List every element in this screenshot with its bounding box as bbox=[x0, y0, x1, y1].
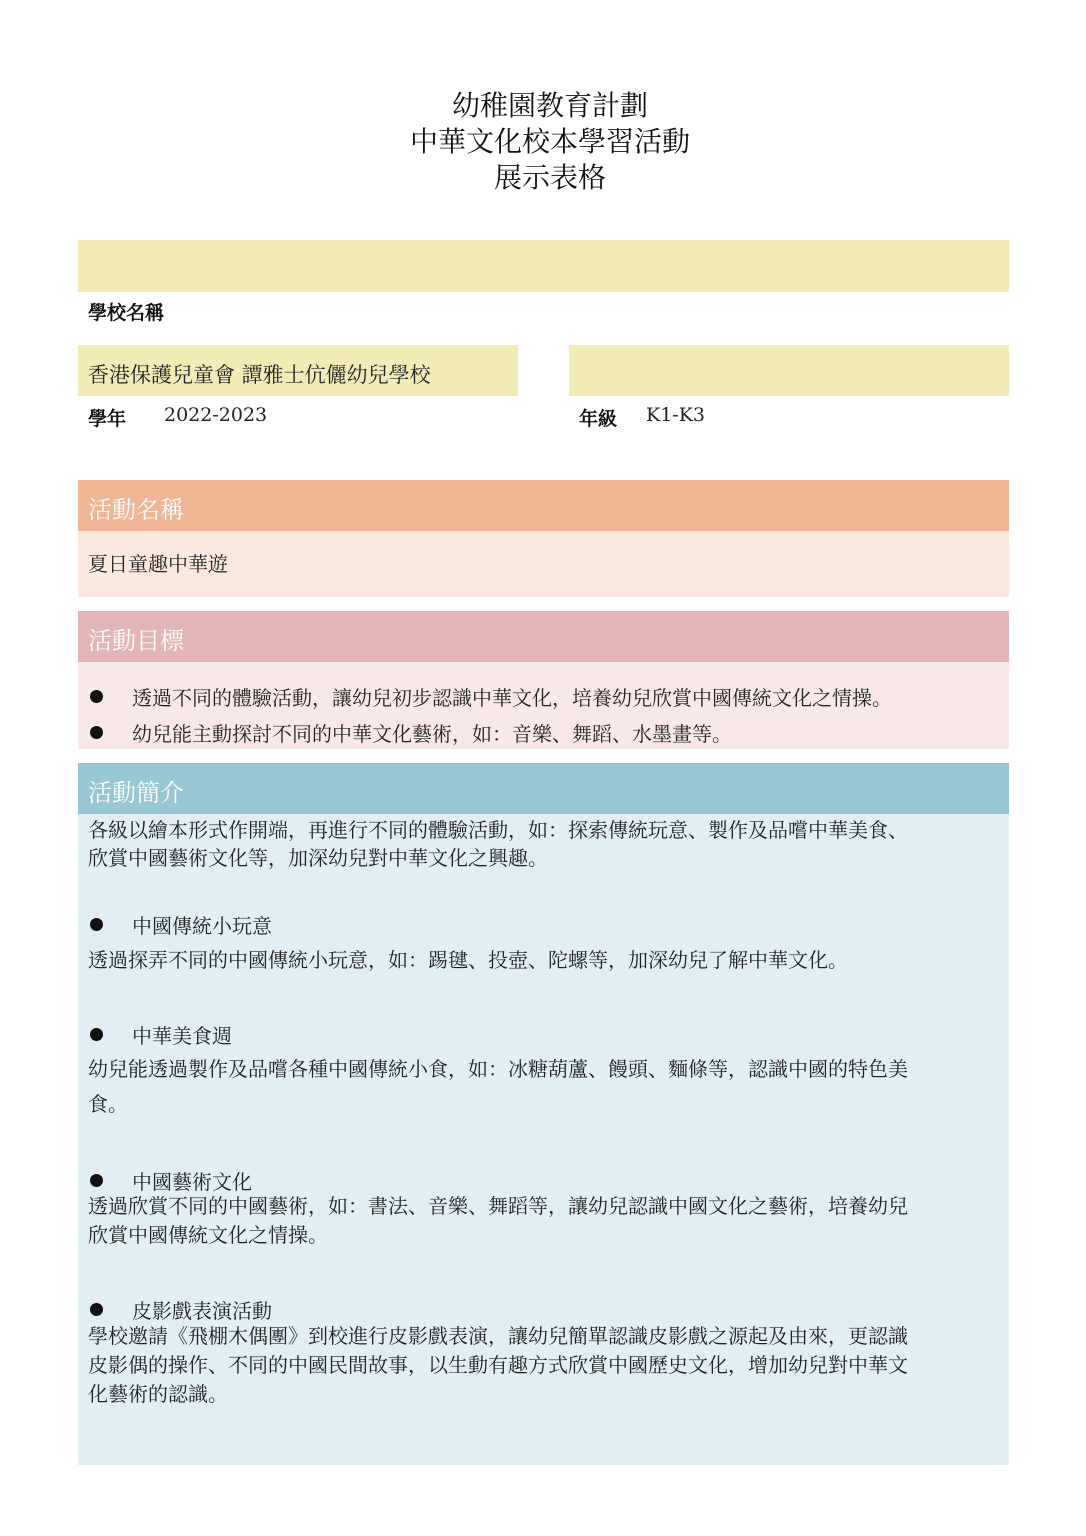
bullet-icon bbox=[90, 1303, 103, 1316]
grade-value: K1-K3 bbox=[646, 404, 705, 426]
intro-item-text: 學校邀請《飛棚木偶團》到校進行皮影戲表演，讓幼兒簡單認識皮影戲之源起及由來，更認識 bbox=[88, 1324, 908, 1348]
title-line-2: 中華文化校本學習活動 bbox=[409, 125, 690, 158]
grade-label: 年級 bbox=[579, 408, 618, 430]
year-label: 學年 bbox=[88, 408, 127, 430]
school-top-bar bbox=[78, 240, 1009, 292]
bullet-icon bbox=[90, 690, 103, 703]
intro-summary-line: 各級以繪本形式作開端，再進行不同的體驗活動，如：探索傳統玩意、製作及品嚐中華美食、 bbox=[88, 818, 908, 842]
school-extra-box bbox=[569, 345, 1009, 396]
title-line-3: 展示表格 bbox=[493, 161, 606, 194]
bullet-icon bbox=[90, 1174, 103, 1187]
intro-body: 各級以繪本形式作開端，再進行不同的體驗活動，如：探索傳統玩意、製作及品嚐中華美食、 欣賞中國藝術文化等，加深幼兒對中華文化之興趣。 中國傳統小玩意 透過探弄不同的中國傳統小玩意，如：踢毽、投壺、陀螺等，加深幼兒了解中華文化。 中華美食週 幼兒能透過製作及品嚐各種中國傳統小食，如：冰糖葫蘆、饅頭、麵條等，認識中國的特色美 食。 中國藝術文化 透過欣賞不同的中國藝術，如：書法、音樂、舞蹈等，讓幼兒認識中國文化之藝術，培養幼兒 欣賞中國傳統文化之情操。 皮影戲表演活動 學校邀請《飛棚木偶團》到校進行皮影戲表演，讓幼兒簡單認識皮影戲之源起及由來，更認識 皮影偶的操作、不同的中國民間故事，以生動有趣方式欣賞中國歷史文化，增加幼兒對中華文 化藝術的認識。 bbox=[78, 814, 1009, 1465]
intro-item-text: 透過欣賞不同的中國藝術，如：書法、音樂、舞蹈等，讓幼兒認識中國文化之藝術，培養幼兒 bbox=[88, 1194, 908, 1218]
activity-name-heading: 活動名稱 bbox=[88, 496, 184, 524]
school-name-value: 香港保護兒童會 譚雅士伉儷幼兒學校 bbox=[88, 363, 431, 387]
school-name-box bbox=[78, 345, 518, 396]
intro-item-text: 幼兒能透過製作及品嚐各種中國傳統小食，如：冰糖葫蘆、饅頭、麵條等，認識中國的特色美 bbox=[88, 1057, 908, 1081]
bullet-icon bbox=[90, 918, 103, 931]
activity-name-value: 夏日童趣中華遊 bbox=[88, 552, 228, 576]
bullet-icon bbox=[90, 1028, 103, 1041]
school-name-label: 學校名稱 bbox=[88, 302, 165, 324]
year-value: 2022-2023 bbox=[164, 404, 268, 426]
intro-heading: 活動簡介 bbox=[88, 779, 184, 807]
title-line-1: 幼稚園教育計劃 bbox=[451, 89, 648, 122]
intro-item-text: 皮影偶的操作、不同的中國民間故事，以生動有趣方式欣賞中國歷史文化，增加幼兒對中華文 bbox=[88, 1353, 908, 1377]
intro-item-text: 透過探弄不同的中國傳統小玩意，如：踢毽、投壺、陀螺等，加深幼兒了解中華文化。 bbox=[88, 948, 848, 972]
intro-header bbox=[78, 763, 1009, 814]
intro-item-text: 化藝術的認識。 bbox=[88, 1382, 228, 1406]
activity-name-body bbox=[78, 531, 1009, 597]
objectives-header bbox=[78, 611, 1009, 662]
objectives-body: 透過不同的體驗活動，讓幼兒初步認識中華文化，培養幼兒欣賞中國傳統文化之情操。 幼兒能主動探討不同的中華文化藝術，如：音樂、舞蹈、水墨畫等。 bbox=[78, 662, 1009, 749]
activity-name-header bbox=[78, 480, 1009, 531]
bullet-icon bbox=[90, 726, 103, 739]
intro-item-text: 食。 bbox=[88, 1092, 128, 1116]
objectives-heading: 活動目標 bbox=[88, 627, 184, 655]
intro-summary-line: 欣賞中國藝術文化等，加深幼兒對中華文化之興趣。 bbox=[88, 846, 548, 870]
intro-item-text: 欣賞中國傳統文化之情操。 bbox=[88, 1223, 328, 1247]
page-title bbox=[0, 88, 1086, 196]
